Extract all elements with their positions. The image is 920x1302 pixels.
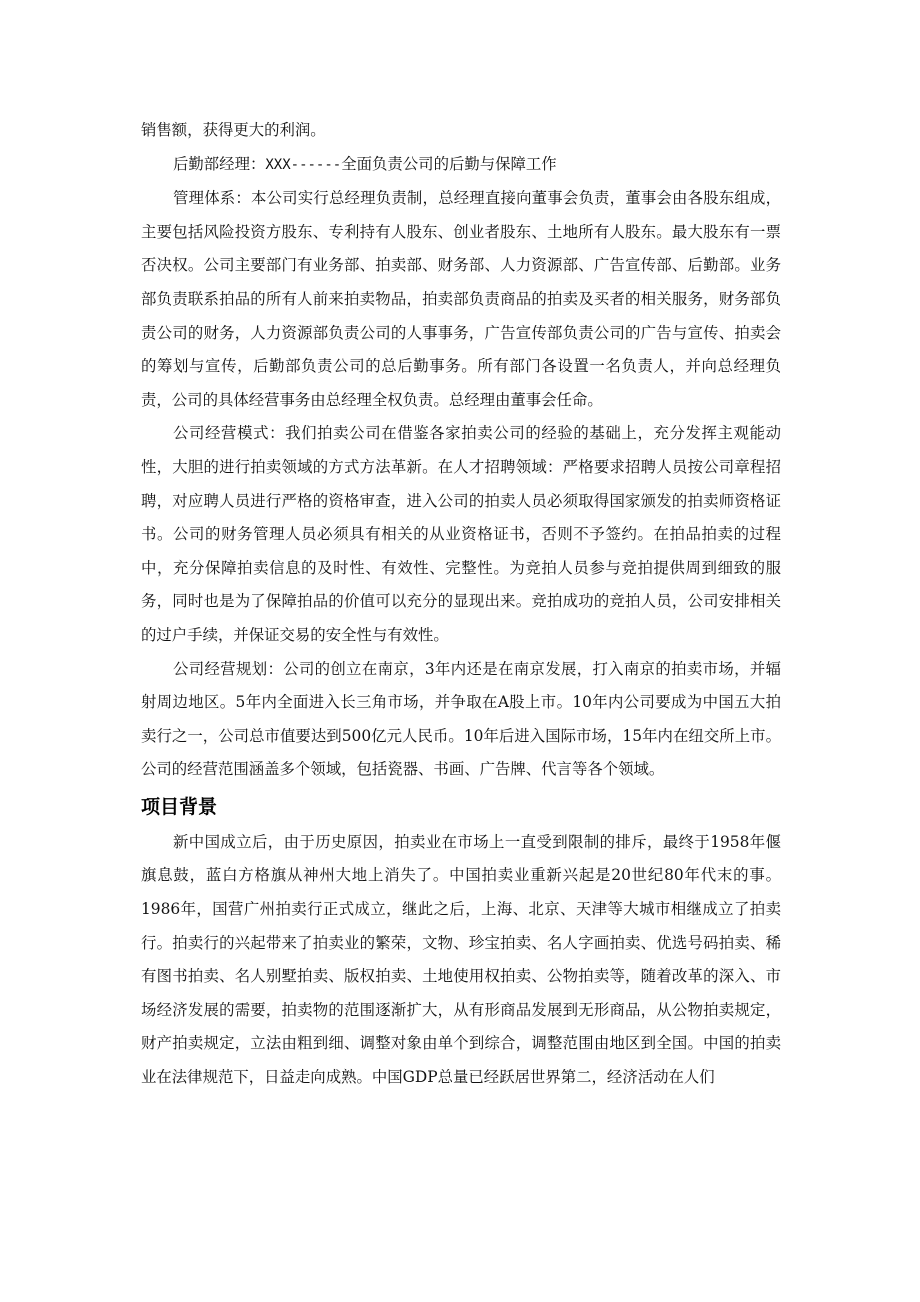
paragraph-business-plan: 公司经营规划：公司的创立在南京，3年内还是在南京发展，打入南京的拍卖市场，并辐射周边地区。5年内全面进入长三角市场，并争取在A股上市。10年内公司要成为中国五大拍卖行之一，公司总市值要达到500亿元人民币。10年后进入国际市场，15年内在纽交所上市。公司的经营范围涵盖多个领域，包括瓷器、书画、广告牌、代言等各个领域。 (141, 659, 781, 779)
logistics-manager-label: 后勤部经理： (173, 154, 266, 173)
logistics-manager-duty: 全面负责公司的后勤与保障工作 (341, 154, 557, 173)
document-page (141, 114, 781, 1095)
paragraph-logistics-manager (141, 148, 781, 183)
paragraph-business-model: 公司经营模式：我们拍卖公司在借鉴各家拍卖公司的经验的基础上，充分发挥主观能动性，大胆的进行拍卖领域的方式方法革新。在人才招聘领域：严格要求招聘人员按公司章程招聘，对应聘人员进行严格的资格审查，进入公司的拍卖人员必须取得国家颁发的拍卖师资格证书。公司的财务管理人员必须具有相关的从业资格证书，否则不予签约。在拍品拍卖的过程中，充分保障拍卖信息的及时性、有效性、完整性。为竞拍人员参与竞拍提供周到细致的服务，同时也是为了保障拍品的价值可以充分的显现出来。竞拍成功的竞拍人员，公司安排相关的过户手续，并保证交易的安全性与有效性。 (141, 424, 781, 644)
paragraph-project-background: 新中国成立后，由于历史原因，拍卖业在市场上一直受到限制的排斥，最终于1958年偃旗息鼓，蓝白方格旗从神州大地上消失了。中国拍卖业重新兴起是20世纪80年代末的事。1986年，国营广州拍卖行正式成立，继此之后，上海、北京、天津等大城市相继成立了拍卖行。拍卖行的兴起带来了拍卖业的繁荣，文物、珍宝拍卖、名人字画拍卖、优选号码拍卖、稀有图书拍卖、名人别墅拍卖、版权拍卖、土地使用权拍卖、公物拍卖等，随着改革的深入、市场经济发展的需要，拍卖物的范围逐渐扩大，从有形商品发展到无形商品，从公物拍卖规定，财产拍卖规定，立法由粗到细、调整对象由单个到综合，调整范围由地区到全国。中国的拍卖业在法律规范下，日益走向成熟。中国GDP总量已经跃居世界第二，经济活动在人们 (141, 832, 781, 1087)
section-heading-project-background: 项目背景 (141, 795, 218, 818)
logistics-manager-code: XXX------ (265, 156, 342, 173)
paragraph-sales-continuation: 销售额，获得更大的利润。 (141, 121, 326, 139)
paragraph-management-system: 管理体系：本公司实行总经理负责制，总经理直接向董事会负责，董事会由各股东组成，主要包括风险投资方股东、专利持有人股东、创业者股东、土地所有人股东。最大股东有一票否决权。公司主要部门有业务部、拍卖部、财务部、人力资源部、广告宣传部、后勤部。业务部负责联系拍品的所有人前来拍卖物品，拍卖部负责商品的拍卖及买者的相关服务，财务部负责公司的财务，人力资源部负责公司的人事事务，广告宣传部负责公司的广告与宣传、拍卖会的筹划与宣传，后勤部负责公司的总后勤事务。所有部门各设置一名负责人，并向总经理负责，公司的具体经营事务由总经理全权负责。总经理由董事会任命。 (141, 189, 781, 409)
